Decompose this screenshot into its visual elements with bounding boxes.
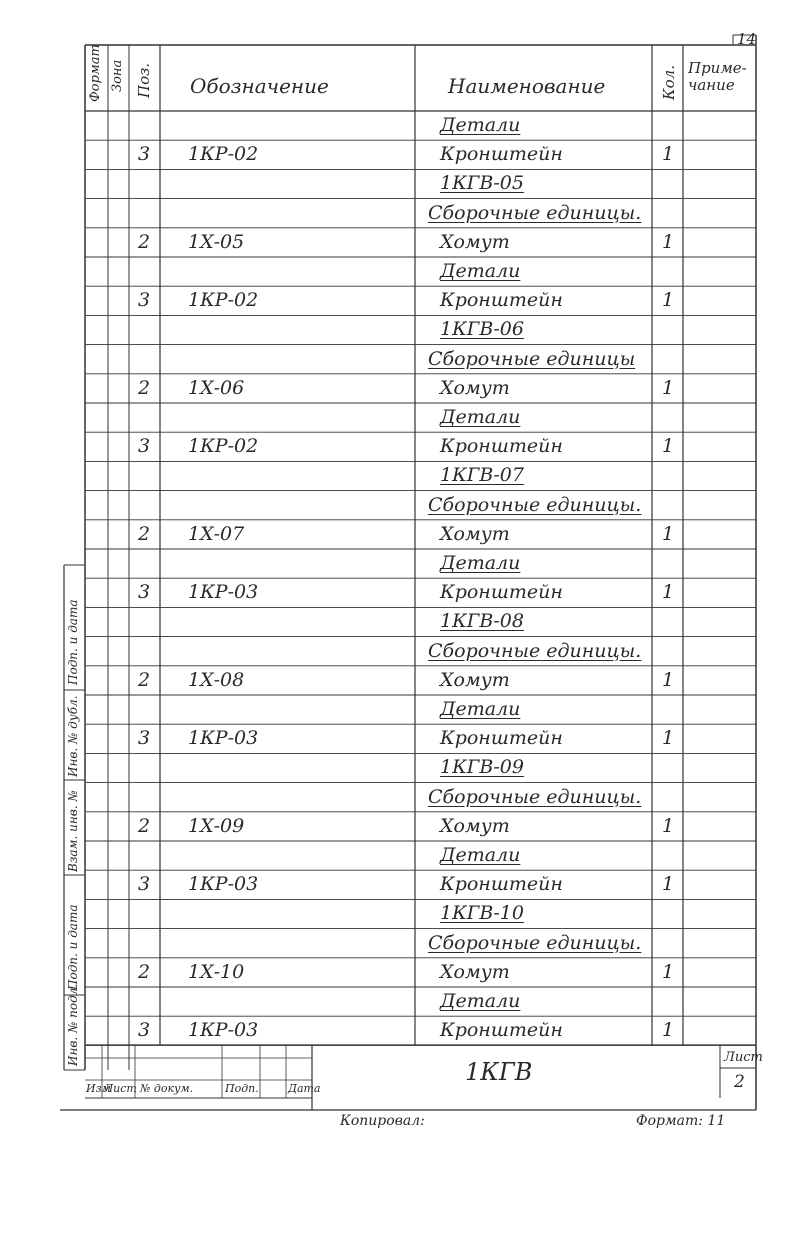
row-name: Хомут <box>440 668 510 691</box>
row-pos: 2 <box>138 376 151 399</box>
document-code: 1КГВ <box>465 1058 533 1086</box>
side-stamp-podp-data-2: Подп. и дата <box>66 904 80 990</box>
header-format: Формат <box>88 44 103 102</box>
col-list: Лист <box>104 1082 137 1095</box>
sheet-number: 2 <box>734 1072 745 1092</box>
row-designation: 1Х-10 <box>188 960 245 983</box>
row-name: 1КГВ-06 <box>440 318 524 341</box>
row-qty: 1 <box>662 289 675 312</box>
row-name: Детали <box>440 990 521 1012</box>
row-designation: 1Х-06 <box>188 376 245 399</box>
row-designation: 1КР-03 <box>188 873 259 896</box>
row-designation: 1Х-07 <box>188 522 245 545</box>
row-name: Хомут <box>440 522 510 545</box>
row-qty: 1 <box>662 727 675 750</box>
col-podp: Подп. <box>225 1082 259 1095</box>
row-qty: 1 <box>662 814 675 837</box>
header-note: Приме-чание <box>688 59 747 94</box>
row-name: Сборочные единицы. <box>428 201 642 224</box>
row-name: Детали <box>440 698 521 720</box>
row-pos: 2 <box>138 522 151 545</box>
row-qty: 1 <box>662 581 675 604</box>
side-stamp-vzam-inv: Взам. инв. № <box>66 790 80 872</box>
page-corner-number: 14 <box>737 30 757 48</box>
row-name: Хомут <box>440 376 510 399</box>
row-pos: 3 <box>138 581 151 604</box>
row-name: Детали <box>440 260 521 282</box>
footer-copied: Копировал: <box>340 1113 425 1129</box>
side-stamp-inv-podl: Инв. № подл. <box>66 983 80 1066</box>
row-designation: 1Х-05 <box>188 230 245 253</box>
row-qty: 1 <box>662 376 675 399</box>
row-name: Сборочные единицы. <box>428 785 642 808</box>
row-qty: 1 <box>662 435 675 458</box>
row-qty: 1 <box>662 668 675 691</box>
row-pos: 2 <box>138 668 151 691</box>
sheet-label: Лист <box>724 1050 763 1065</box>
row-qty: 1 <box>662 143 675 166</box>
row-name: Кронштейн <box>440 289 563 312</box>
side-stamp-podp-data: Подп. и дата <box>66 599 80 685</box>
row-designation: 1КР-02 <box>188 143 259 166</box>
row-qty: 1 <box>662 522 675 545</box>
row-pos: 2 <box>138 230 151 253</box>
row-name: Хомут <box>440 230 510 253</box>
header-name: Наименование <box>448 74 606 98</box>
row-name: Кронштейн <box>440 143 563 166</box>
row-name: Сборочные единицы <box>428 347 636 370</box>
row-name: 1КГВ-05 <box>440 172 524 195</box>
row-name: Хомут <box>440 960 510 983</box>
row-qty: 1 <box>662 960 675 983</box>
row-pos: 3 <box>138 143 151 166</box>
row-designation: 1Х-08 <box>188 668 245 691</box>
row-designation: 1КР-03 <box>188 727 259 750</box>
col-izm: Изм <box>86 1082 111 1095</box>
row-name: Сборочные единицы. <box>428 493 642 516</box>
row-name: Кронштейн <box>440 435 563 458</box>
row-designation: 1КР-03 <box>188 581 259 604</box>
row-name: Кронштейн <box>440 727 563 750</box>
row-name: 1КГВ-08 <box>440 610 524 633</box>
row-designation: 1КР-02 <box>188 435 259 458</box>
footer-format: Формат: 11 <box>636 1113 726 1129</box>
row-name: Хомут <box>440 814 510 837</box>
header-zone: Зона <box>110 59 125 92</box>
row-name: 1КГВ-07 <box>440 464 524 487</box>
row-name: Детали <box>440 552 521 574</box>
row-name: Кронштейн <box>440 873 563 896</box>
row-pos: 3 <box>138 873 151 896</box>
row-name: Детали <box>440 844 521 866</box>
row-name: Сборочные единицы. <box>428 639 642 662</box>
header-designation: Обозначение <box>190 74 329 98</box>
row-pos: 2 <box>138 960 151 983</box>
row-designation: 1КР-03 <box>188 1019 259 1042</box>
col-data: Дата <box>288 1082 321 1095</box>
side-stamp-inv-dubl: Инв. № дубл. <box>66 695 80 777</box>
row-pos: 3 <box>138 435 151 458</box>
row-name: Детали <box>440 406 521 428</box>
row-pos: 3 <box>138 1019 151 1042</box>
header-pos: Поз. <box>135 62 153 98</box>
row-qty: 1 <box>662 873 675 896</box>
row-qty: 1 <box>662 1019 675 1042</box>
row-qty: 1 <box>662 230 675 253</box>
row-name: Детали <box>440 114 521 136</box>
row-name: Кронштейн <box>440 1019 563 1042</box>
header-qty: Кол. <box>660 65 678 100</box>
row-name: 1КГВ-10 <box>440 902 524 925</box>
col-doc: № докум. <box>140 1082 194 1095</box>
row-name: 1КГВ-09 <box>440 756 524 779</box>
row-designation: 1Х-09 <box>188 814 245 837</box>
row-pos: 3 <box>138 727 151 750</box>
row-designation: 1КР-02 <box>188 289 259 312</box>
row-name: Сборочные единицы. <box>428 931 642 954</box>
row-pos: 2 <box>138 814 151 837</box>
row-name: Кронштейн <box>440 581 563 604</box>
row-pos: 3 <box>138 289 151 312</box>
